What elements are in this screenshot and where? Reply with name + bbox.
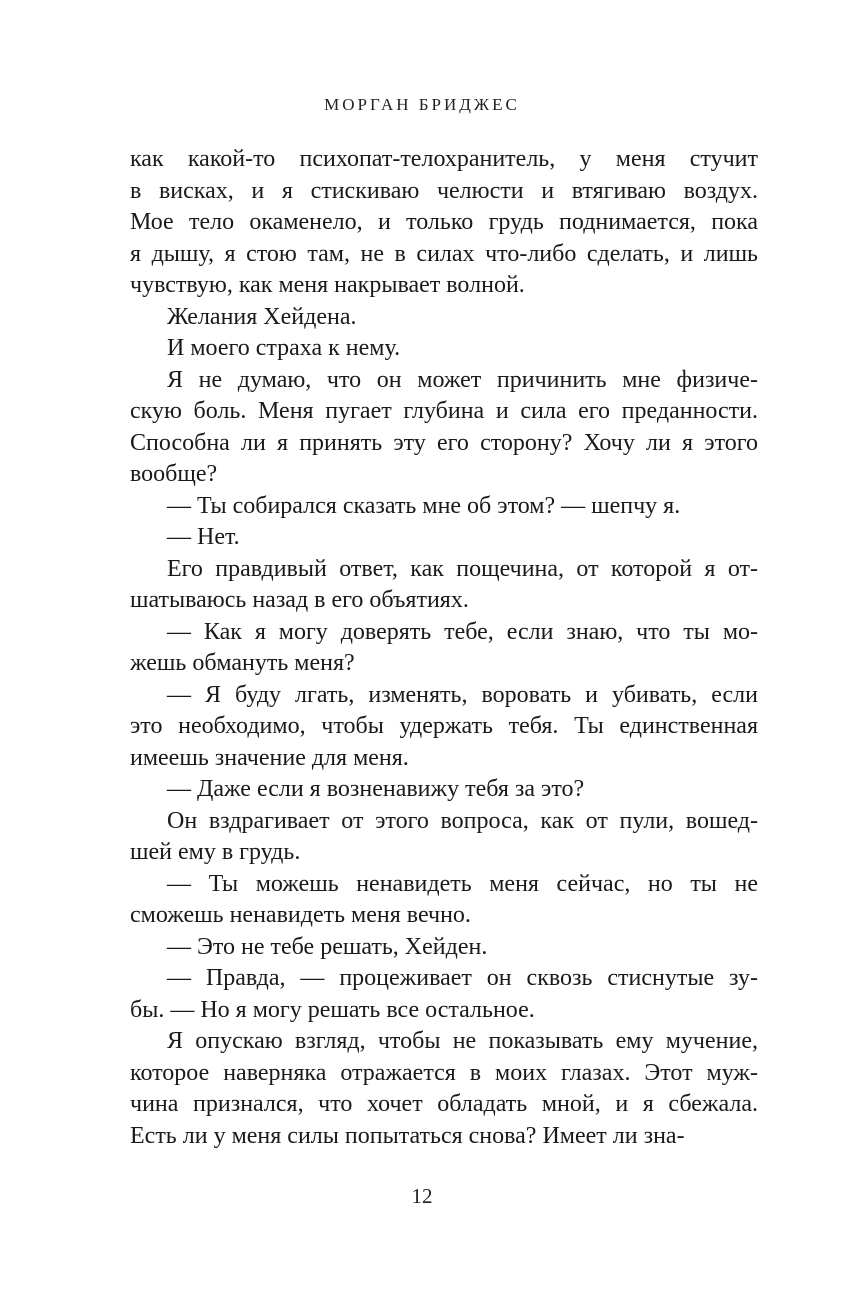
paragraph xyxy=(130,302,758,334)
paragraph xyxy=(130,1026,758,1152)
text-line: вообще? xyxy=(130,461,218,487)
paragraph xyxy=(130,491,758,523)
text-line: чина признался, что хочет обладать мной, и я сбежала. xyxy=(130,1091,758,1117)
text-line: Я опускаю взгляд, чтобы не показывать ему мучение, xyxy=(167,1028,758,1054)
page-number: 12 xyxy=(411,1184,433,1208)
paragraph xyxy=(130,144,758,302)
text-line: — Правда, — процеживает он сквозь стиснутые зу- xyxy=(167,965,758,991)
text-line: это необходимо, чтобы удержать тебя. Ты единственная xyxy=(130,713,758,739)
text-line: Он вздрагивает от этого вопроса, как от пули, вошед- xyxy=(167,807,758,834)
paragraph xyxy=(130,806,758,869)
text-line: Его правдивый ответ, как пощечина, от которой я от- xyxy=(167,555,758,582)
paragraph xyxy=(130,774,758,806)
text-line: шей ему в грудь. xyxy=(130,839,301,865)
text-line: — Ты собирался сказать мне об этом? — шепчу я. xyxy=(167,492,681,519)
text-line: я дышу, я стою там, не в силах что-либо сделать, и лишь xyxy=(130,240,758,267)
text-line: И моего страха к нему. xyxy=(167,335,401,361)
paragraph xyxy=(130,932,758,964)
text-line: — Ты можешь ненавидеть меня сейчас, но ты не xyxy=(167,870,758,897)
text-line: шатываюсь назад в его объятиях. xyxy=(130,587,469,613)
running-header: МОРГАН БРИДЖЕС xyxy=(324,95,520,114)
text-line: жешь обмануть меня? xyxy=(130,650,355,676)
text-line: — Это не тебе решать, Хейден. xyxy=(167,933,488,960)
text-line: — Нет. xyxy=(167,524,240,550)
text-line: Я не думаю, что он может причинить мне физиче- xyxy=(167,366,758,393)
paragraph xyxy=(130,522,758,554)
paragraph xyxy=(130,680,758,775)
text-line: Способна ли я принять эту его сторону? Хочу ли я этого xyxy=(130,429,758,456)
paragraph xyxy=(130,554,758,617)
page-body xyxy=(130,144,758,1152)
text-line: в висках, и я стискиваю челюсти и втягиваю воздух. xyxy=(130,177,758,204)
text-line: чувствую, как меня накрывает волной. xyxy=(130,272,525,298)
text-line: сможешь ненавидеть меня вечно. xyxy=(130,902,471,928)
text-line: Есть ли у меня силы попытаться снова? Имеет ли зна- xyxy=(130,1122,685,1149)
text-line: — Я буду лгать, изменять, воровать и убивать, если xyxy=(167,681,758,708)
text-line: бы. — Но я могу решать все остальное. xyxy=(130,996,535,1023)
text-line: Желания Хейдена. xyxy=(167,303,357,330)
text-line: которое наверняка отражается в моих глазах. Этот муж- xyxy=(130,1059,758,1086)
text-line: скую боль. Меня пугает глубина и сила его преданности. xyxy=(130,398,758,424)
text-line: — Как я могу доверять тебе, если знаю, что ты мо- xyxy=(167,618,758,645)
text-line: Мое тело окаменело, и только грудь поднимается, пока xyxy=(130,209,758,235)
text-line: — Даже если я возненавижу тебя за это? xyxy=(167,776,585,802)
text-line: имеешь значение для меня. xyxy=(130,744,409,771)
paragraph xyxy=(130,963,758,1026)
text-line: как какой-то психопат-телохранитель, у меня стучит xyxy=(130,146,758,172)
paragraph xyxy=(130,869,758,932)
paragraph xyxy=(130,617,758,680)
paragraph xyxy=(130,333,758,365)
paragraph xyxy=(130,365,758,491)
